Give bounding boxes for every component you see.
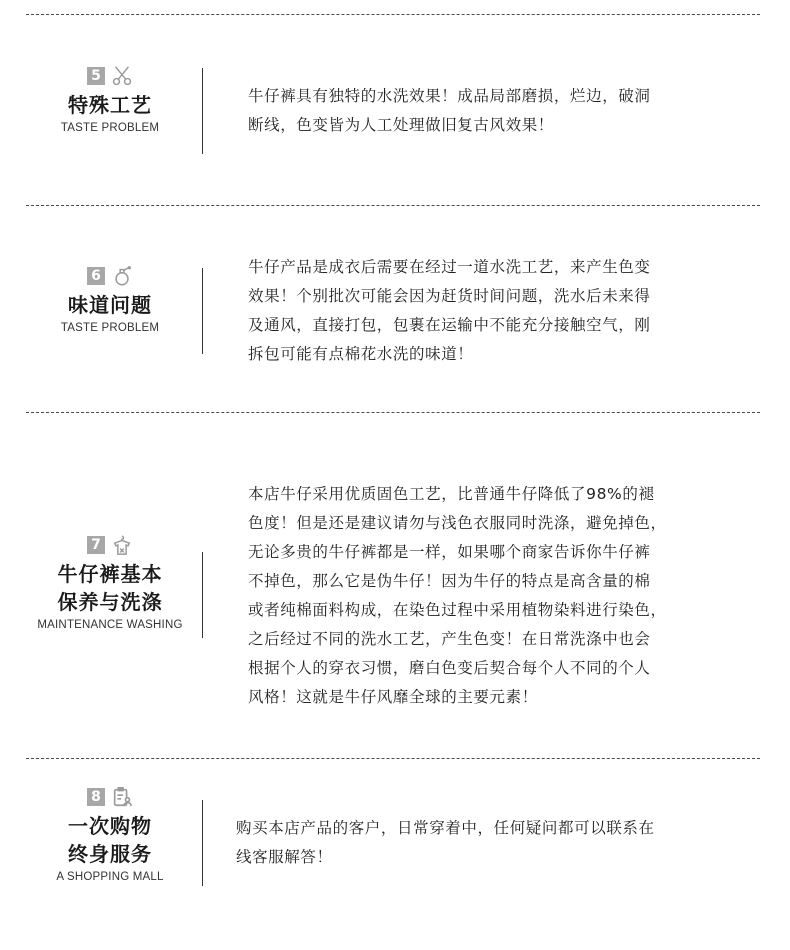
- badge-row: [30, 264, 190, 288]
- section-header: [30, 264, 190, 334]
- section-header: [30, 64, 190, 134]
- section-title-line2: 终身服务: [68, 842, 152, 866]
- clipboard-person-icon: [111, 786, 133, 808]
- badge-row: [30, 64, 190, 88]
- vertical-divider: [202, 800, 203, 886]
- perfume-bottle-icon: [111, 265, 133, 287]
- badge-row: [30, 785, 190, 809]
- section-number: 5: [87, 67, 105, 85]
- body-line: 及通风，直接打包，包裹在运输中不能充分接触空气，刚: [248, 316, 651, 334]
- section-title: 一次购物: [68, 814, 152, 838]
- section-body: [248, 480, 667, 712]
- badge-row: [30, 533, 190, 557]
- section-number: 6: [87, 267, 105, 285]
- body-line: 或者纯棉面料构成，在染色过程中采用植物染料进行染色，: [248, 601, 667, 619]
- divider-1: [26, 205, 760, 206]
- body-line: 线客服解答！: [236, 848, 333, 866]
- section-body: [248, 82, 651, 140]
- body-line: 色度！但是还是建议请勿与浅色衣服同时洗涤，避免掉色，: [248, 514, 667, 532]
- section-subtitle: A SHOPPING MALL: [56, 871, 164, 883]
- section-body: [236, 814, 655, 872]
- section-body: [248, 253, 651, 369]
- section-title: 牛仔裤基本: [57, 562, 163, 586]
- body-line: 无论多贵的牛仔裤都是一样，如果哪个商家告诉你牛仔裤: [248, 543, 651, 561]
- body-line: 牛仔裤具有独特的水洗效果！成品局部磨损，烂边，破洞: [248, 87, 651, 105]
- body-line: 之后经过不同的洗水工艺，产生色变！在日常洗涤中也会: [248, 630, 651, 648]
- body-line: 不掉色，那么它是伪牛仔！因为牛仔的特点是高含量的棉: [248, 572, 651, 590]
- section-number: 8: [87, 788, 105, 806]
- vertical-divider: [202, 552, 203, 638]
- shirt-hanger-icon: [111, 534, 133, 556]
- divider-top: [26, 14, 760, 15]
- vertical-divider: [202, 268, 203, 354]
- section-number: 7: [87, 536, 105, 554]
- body-line: 断线，色变皆为人工处理做旧复古风效果！: [248, 116, 554, 134]
- section-subtitle: TASTE PROBLEM: [60, 322, 160, 334]
- divider-3: [26, 758, 760, 759]
- body-line: 牛仔产品是成衣后需要在经过一道水洗工艺，来产生色变: [248, 258, 651, 276]
- body-line: 拆包可能有点棉花水洗的味道！: [248, 345, 474, 363]
- section-subtitle: MAINTENANCE WASHING: [37, 619, 183, 631]
- section-subtitle: TASTE PROBLEM: [60, 122, 160, 134]
- body-line: 购买本店产品的客户，日常穿着中，任何疑问都可以联系在: [236, 819, 655, 837]
- section-title: 味道问题: [68, 293, 152, 317]
- body-line: 本店牛仔采用优质固色工艺，比普通牛仔降低了98%的褪: [248, 485, 655, 503]
- body-line: 效果！个别批次可能会因为赶货时间问题，洗水后未来得: [248, 287, 651, 305]
- section-title-line2: 保养与洗涤: [57, 590, 163, 614]
- body-line: 风格！这就是牛仔风靡全球的主要元素！: [248, 688, 538, 706]
- body-line: 根据个人的穿衣习惯，磨白色变后契合每个人不同的个人: [248, 659, 651, 677]
- section-header: [30, 785, 190, 883]
- scissors-icon: [111, 65, 133, 87]
- section-header: [30, 533, 190, 631]
- divider-2: [26, 412, 760, 413]
- section-title: 特殊工艺: [68, 93, 152, 117]
- vertical-divider: [202, 68, 203, 154]
